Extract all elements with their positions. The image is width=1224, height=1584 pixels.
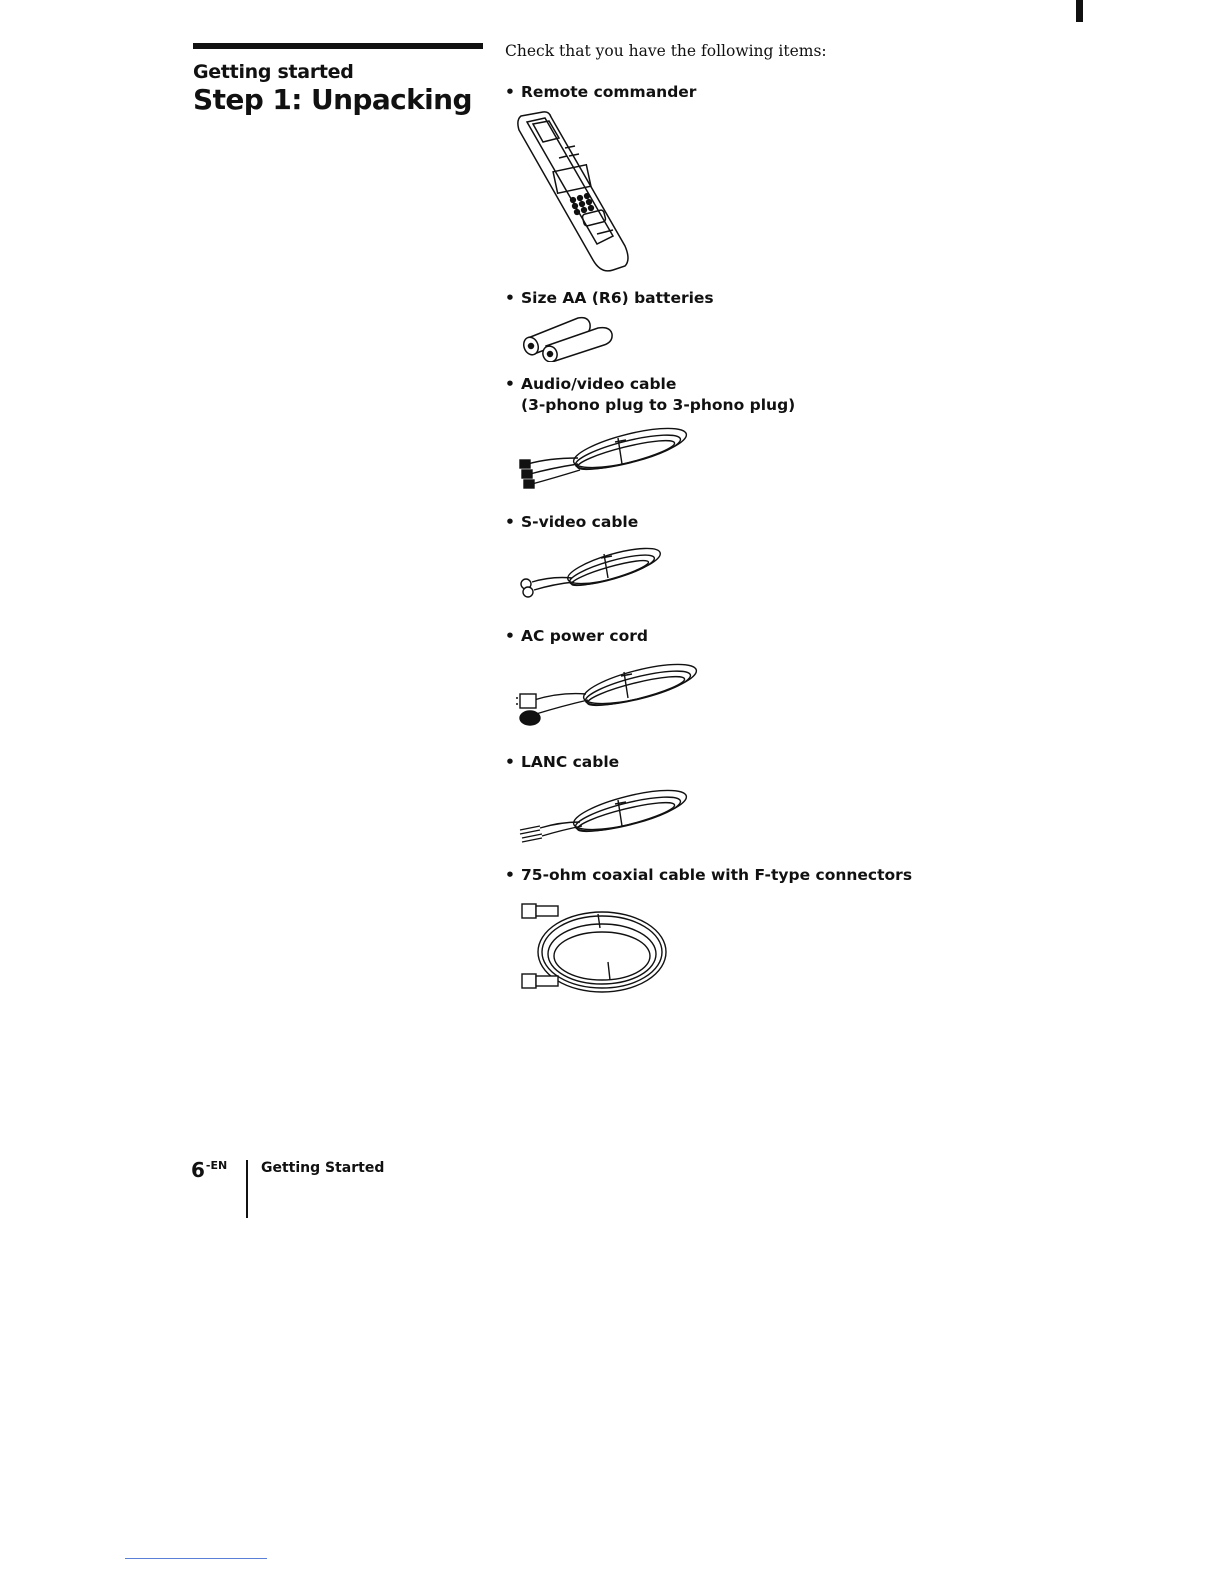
lanc-cable-icon bbox=[518, 784, 690, 850]
page-title: Step 1: Unpacking bbox=[193, 83, 472, 116]
item-lanc-cable bbox=[505, 752, 619, 773]
item-label: S-video cable bbox=[521, 513, 639, 531]
corner-mark bbox=[1076, 0, 1083, 22]
item-ac-power-cord bbox=[505, 626, 648, 647]
page-number-value: 6 bbox=[191, 1158, 205, 1182]
item-label: Audio/video cable bbox=[521, 375, 677, 393]
ac-power-cord-icon bbox=[516, 656, 702, 730]
item-audio-video-cable bbox=[505, 374, 795, 416]
bullet: • bbox=[505, 753, 515, 771]
section-label: Getting started bbox=[193, 61, 354, 83]
bullet: • bbox=[505, 83, 515, 101]
item-remote-commander bbox=[505, 82, 696, 103]
bullet: • bbox=[505, 513, 515, 531]
item-label: Remote commander bbox=[521, 83, 697, 101]
item-label-secondary: (3-phono plug to 3-phono plug) bbox=[521, 396, 796, 414]
bullet: • bbox=[505, 289, 515, 307]
remote-commander-icon bbox=[515, 108, 640, 276]
bottom-underline bbox=[125, 1558, 267, 1559]
header-rule bbox=[193, 43, 483, 49]
footer-section-label: Getting Started bbox=[261, 1160, 385, 1176]
page-number-suffix: -EN bbox=[205, 1159, 228, 1172]
item-label: Size AA (R6) batteries bbox=[521, 289, 714, 307]
bullet: • bbox=[505, 866, 515, 884]
footer-divider bbox=[246, 1160, 248, 1218]
intro-text: Check that you have the following items: bbox=[505, 42, 827, 60]
item-coaxial-cable bbox=[505, 865, 912, 886]
item-label: AC power cord bbox=[521, 627, 648, 645]
page-number bbox=[191, 1158, 227, 1182]
item-label: LANC cable bbox=[521, 753, 620, 771]
audio-video-cable-icon bbox=[518, 424, 690, 498]
batteries-icon bbox=[520, 312, 616, 362]
s-video-cable-icon bbox=[518, 542, 666, 600]
bullet: • bbox=[505, 627, 515, 645]
bullet: • bbox=[505, 375, 515, 393]
item-label: 75-ohm coaxial cable with F-type connectors bbox=[521, 866, 913, 884]
item-s-video-cable bbox=[505, 512, 638, 533]
coaxial-cable-icon bbox=[518, 900, 674, 1000]
item-batteries bbox=[505, 288, 714, 309]
